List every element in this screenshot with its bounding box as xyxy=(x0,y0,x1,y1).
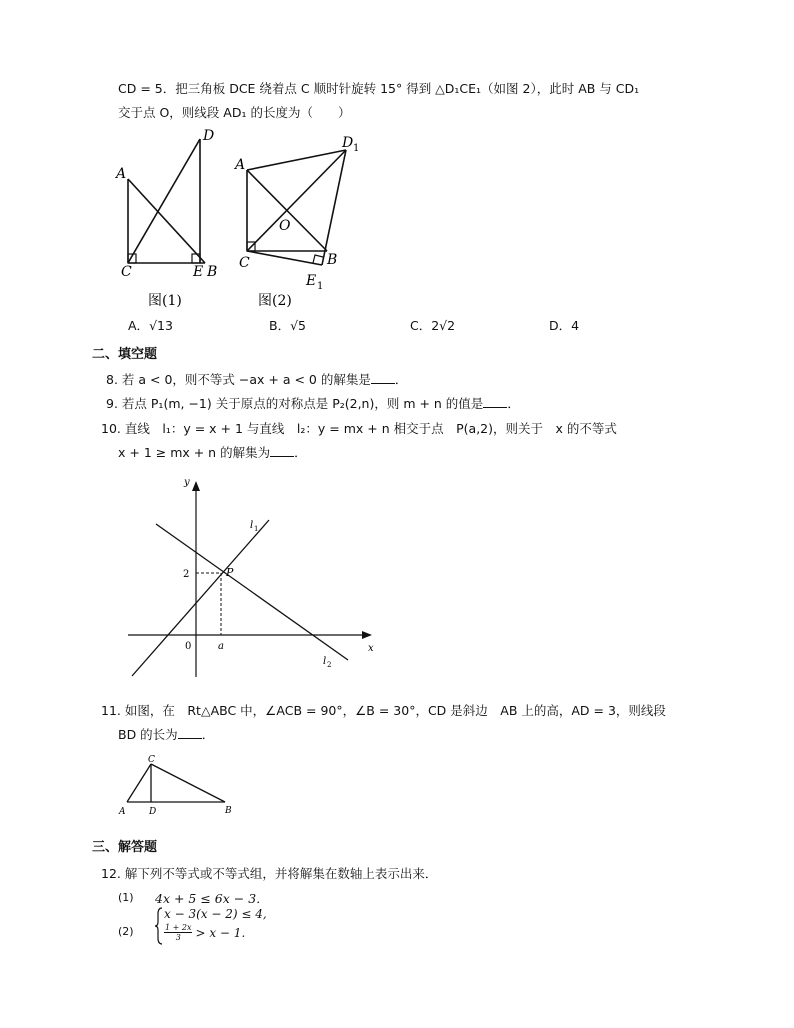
question-8 xyxy=(106,370,407,388)
graph-label-p: P xyxy=(226,566,234,579)
option-a-letter: A． xyxy=(128,318,150,333)
q9-text: 若点 P₁(m, −1) 关于原点的对称点是 P₂(2,n)，则 m + n 的值是 xyxy=(121,396,484,411)
option-c-letter: C． xyxy=(410,318,432,333)
graph-label-x: x xyxy=(368,643,374,654)
option-c xyxy=(410,316,455,334)
fig1-caption: 图(1) xyxy=(148,293,182,309)
figure-2 xyxy=(247,150,346,265)
figure-1 xyxy=(128,139,205,263)
question-12 xyxy=(101,864,437,882)
fig2-label-E1-sub: 1 xyxy=(317,281,324,292)
q10-answer-blank[interactable] xyxy=(270,444,294,457)
q10-line2-wrap xyxy=(118,443,307,461)
q11-line2-wrap xyxy=(118,725,214,743)
question-11 xyxy=(101,701,666,719)
fig1-label-C: C xyxy=(121,264,132,280)
q10-line2: x + 1 ≥ mx + n 的解集为 xyxy=(118,445,271,460)
q10-graph xyxy=(120,472,390,687)
q7-line1: CD = 5．把三角板 DCE 绕着点 C 顺时针旋转 15° 得到 △D₁CE₁（如图 2），此时 AB 与 CD₁ xyxy=(118,81,640,96)
q11-line2: BD 的长为 xyxy=(118,727,178,742)
q12-part2-first: x − 3(x − 2) ≤ 4, xyxy=(164,907,267,921)
q12-fraction-denominator: 3 xyxy=(175,933,181,942)
q12-part1: 4x + 5 ≤ 6x − 3． xyxy=(155,891,269,906)
q10-end: ． xyxy=(294,445,307,460)
fig2-label-O: O xyxy=(279,218,291,234)
q8-answer-blank[interactable] xyxy=(371,371,395,384)
q8-text: 若 a < 0，则不等式 −ax + a < 0 的解集是 xyxy=(121,372,371,387)
q12-part2-second-rest: > x − 1. xyxy=(195,925,246,940)
q8-end: ． xyxy=(394,372,408,387)
option-b xyxy=(269,316,306,334)
fig2-label-D1-sub: 1 xyxy=(353,143,360,154)
line-l2 xyxy=(156,524,348,660)
q11-line1: 如图，在 Rt△ABC 中，∠ACB = 90°，∠B = 30°，CD 是斜边 AB 上的高，AD = 3，则线段 xyxy=(124,703,666,718)
q10-number: 10. xyxy=(101,421,121,436)
fig1-label-D: D xyxy=(203,128,215,144)
q8-number: 8. xyxy=(106,372,118,387)
q11-label-b: B xyxy=(225,806,232,816)
fig1-label-E: E xyxy=(193,264,204,280)
q9-answer-blank[interactable] xyxy=(483,395,507,408)
q12-part2-label: (2) xyxy=(118,925,134,938)
section-heading-solve: 三、解答题 xyxy=(92,840,158,855)
graph-label-l2: l xyxy=(323,656,327,667)
q12-fraction-numerator: 1 + 2x xyxy=(165,923,192,932)
graph-label-y: y xyxy=(184,477,190,488)
question-9 xyxy=(106,394,520,412)
q7-line2: 交于点 O，则线段 AD₁ 的长度为（ ） xyxy=(118,105,351,120)
option-b-letter: B． xyxy=(269,318,291,333)
section-heading-fill-in: 二、填空题 xyxy=(92,347,158,362)
q12-part1-label: (1) xyxy=(118,891,134,904)
graph-label-l2-sub: 2 xyxy=(327,661,332,669)
question-10 xyxy=(101,419,617,437)
q10-line1: 直线 l₁：y = x + 1 与直线 l₂：y = mx + n 相交于点 P(a,2)，则关于 x 的不等式 xyxy=(124,421,617,436)
q11-answer-blank[interactable] xyxy=(178,726,202,739)
graph-label-l1: l xyxy=(250,520,254,531)
option-a-value: √13 xyxy=(149,318,173,333)
q12-brace xyxy=(154,906,164,946)
q7-figures xyxy=(108,125,368,315)
option-d xyxy=(549,316,579,334)
graph-label-two: 2 xyxy=(183,569,190,580)
q12-part2-second xyxy=(164,923,245,942)
option-a xyxy=(128,316,173,334)
q11-figure xyxy=(115,750,240,820)
graph-label-l1-sub: 1 xyxy=(254,525,259,533)
fig2-label-C: C xyxy=(239,255,250,271)
option-b-value: √5 xyxy=(290,318,306,333)
q9-end: ． xyxy=(507,396,520,411)
fig1-label-B: B xyxy=(207,264,218,280)
fig1-label-A: A xyxy=(116,166,127,182)
q11-number: 11. xyxy=(101,703,121,718)
q12-number: 12. xyxy=(101,866,121,881)
q12-fraction xyxy=(164,923,192,942)
q9-number: 9. xyxy=(106,396,118,411)
q12-text: 解下列不等式或不等式组，并将解集在数轴上表示出来． xyxy=(124,866,438,881)
line-l1 xyxy=(132,520,269,676)
fig2-label-E1: E xyxy=(306,273,317,289)
q11-label-d: D xyxy=(149,807,157,817)
graph-label-zero: 0 xyxy=(185,641,192,652)
graph-label-a: a xyxy=(218,641,224,652)
fig2-label-A: A xyxy=(235,157,246,173)
fig2-label-D1: D xyxy=(342,135,354,151)
fig2-label-B: B xyxy=(327,252,338,268)
option-d-value: 4 xyxy=(571,318,580,333)
option-c-value: 2√2 xyxy=(431,318,456,333)
q11-label-c: C xyxy=(148,755,155,765)
q11-end: ． xyxy=(201,727,215,742)
option-d-letter: D． xyxy=(549,318,572,333)
fig2-caption: 图(2) xyxy=(258,293,292,309)
q11-label-a: A xyxy=(119,807,126,817)
